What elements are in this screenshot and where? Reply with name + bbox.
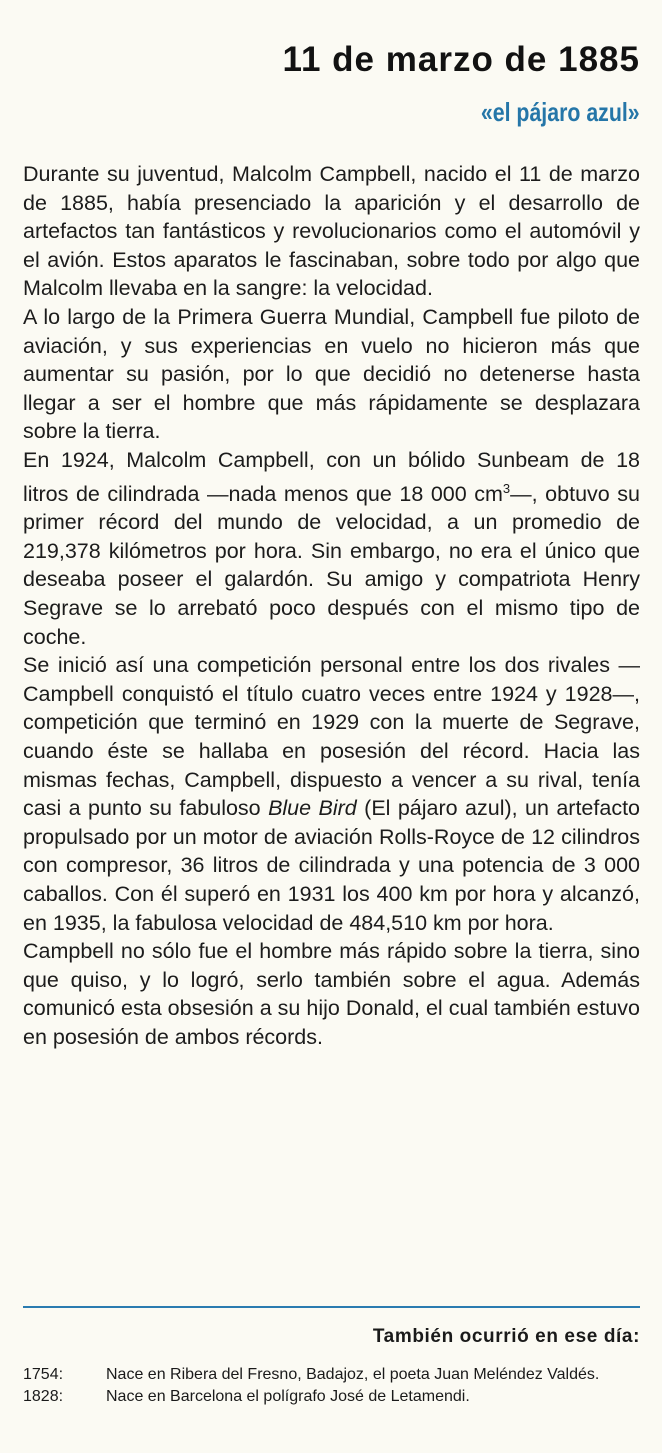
paragraph-2: A lo largo de la Primera Guerra Mundial, Campbell fue piloto de aviación, y sus experiencias en vuelo no hicieron más que aumentar su pasión, por lo que decidió no detenerse hasta llegar a ser el hombre que más rápidamente se desplazara sobre la tierra. xyxy=(23,304,640,444)
paragraph-1: Durante su juventud, Malcolm Campbell, nacido el 11 de marzo de 1885, había presenciado la aparición y el desarrollo de artefactos tan fantásticos y revolucionarios como el automóvil y el avión. Estos aparatos le fascinaban, sobre todo por algo que Malcolm llevaba en la sangre: la velocidad. xyxy=(23,162,640,301)
section-divider xyxy=(23,1306,640,1308)
event-text: Nace en Ribera del Fresno, Badajoz, el poeta Juan Meléndez Valdés. xyxy=(106,1366,600,1383)
paragraph-4 xyxy=(23,651,640,937)
paragraph-3-text-a: En 1924, Malcolm Campbell, con un bólido Sunbeam de 18 litros de cilindrada —nada menos que 18 000 cm xyxy=(23,447,640,506)
events-list xyxy=(23,1364,640,1407)
paragraph-4-text-b: (El pájaro azul), un artefacto propulsado por un motor de aviación Rolls-Royce de 12 cilindros con compresor, 36 litros de cilindrada y una potencia de 3 000 caballos. Con él superó en 1931 los 400 km por hora y alcanzó, en 1935, la fabulosa velocidad de 484,510 km por hora. xyxy=(23,796,641,935)
event-year: 1828: xyxy=(23,1387,64,1405)
event-item xyxy=(23,1364,640,1386)
paragraph-3-text-b: —, obtuvo su primer récord del mundo de velocidad, a un promedio de 219,378 kilómetros por hora. Sin embargo, no era el único que deseaba poseer el galardón. Su amigo y compatriota Henry Segrave se lo arrebató poco después con el mismo tipo de coche. xyxy=(23,481,640,649)
cubic-superscript: 3 xyxy=(502,480,511,496)
paragraph-3 xyxy=(23,446,640,651)
event-item xyxy=(23,1386,640,1408)
event-text: Nace en Barcelona el polígrafo José de Letamendi. xyxy=(106,1387,470,1405)
article-body xyxy=(23,160,640,1052)
also-happened-heading: También ocurrió en ese día: xyxy=(372,1326,640,1347)
page-title: 11 de marzo de 1885 xyxy=(282,40,640,79)
paragraph-5: Campbell no sólo fue el hombre más rápido sobre la tierra, sino que quiso, y lo logró, serlo también sobre el agua. Además comunicó esta obsesión a su hijo Donald, el cual también estuvo en posesión de ambos récords. xyxy=(23,939,640,1049)
blue-bird-title: Blue Bird xyxy=(268,796,357,821)
paragraph-4-text-a: Se inició así una competición personal entre los dos rivales —Campbell conquistó el título cuatro veces entre 1924 y 1928—, competición que terminó en 1929 con la muerte de Segrave, cuando éste se hallaba en posesión del récord. Hacia las mismas fechas, Campbell, dispuesto a vencer a su rival, tenía casi a punto su fabuloso xyxy=(23,653,640,821)
page-subtitle: «el pájaro azul» xyxy=(481,97,640,127)
event-year: 1754: xyxy=(23,1366,64,1383)
